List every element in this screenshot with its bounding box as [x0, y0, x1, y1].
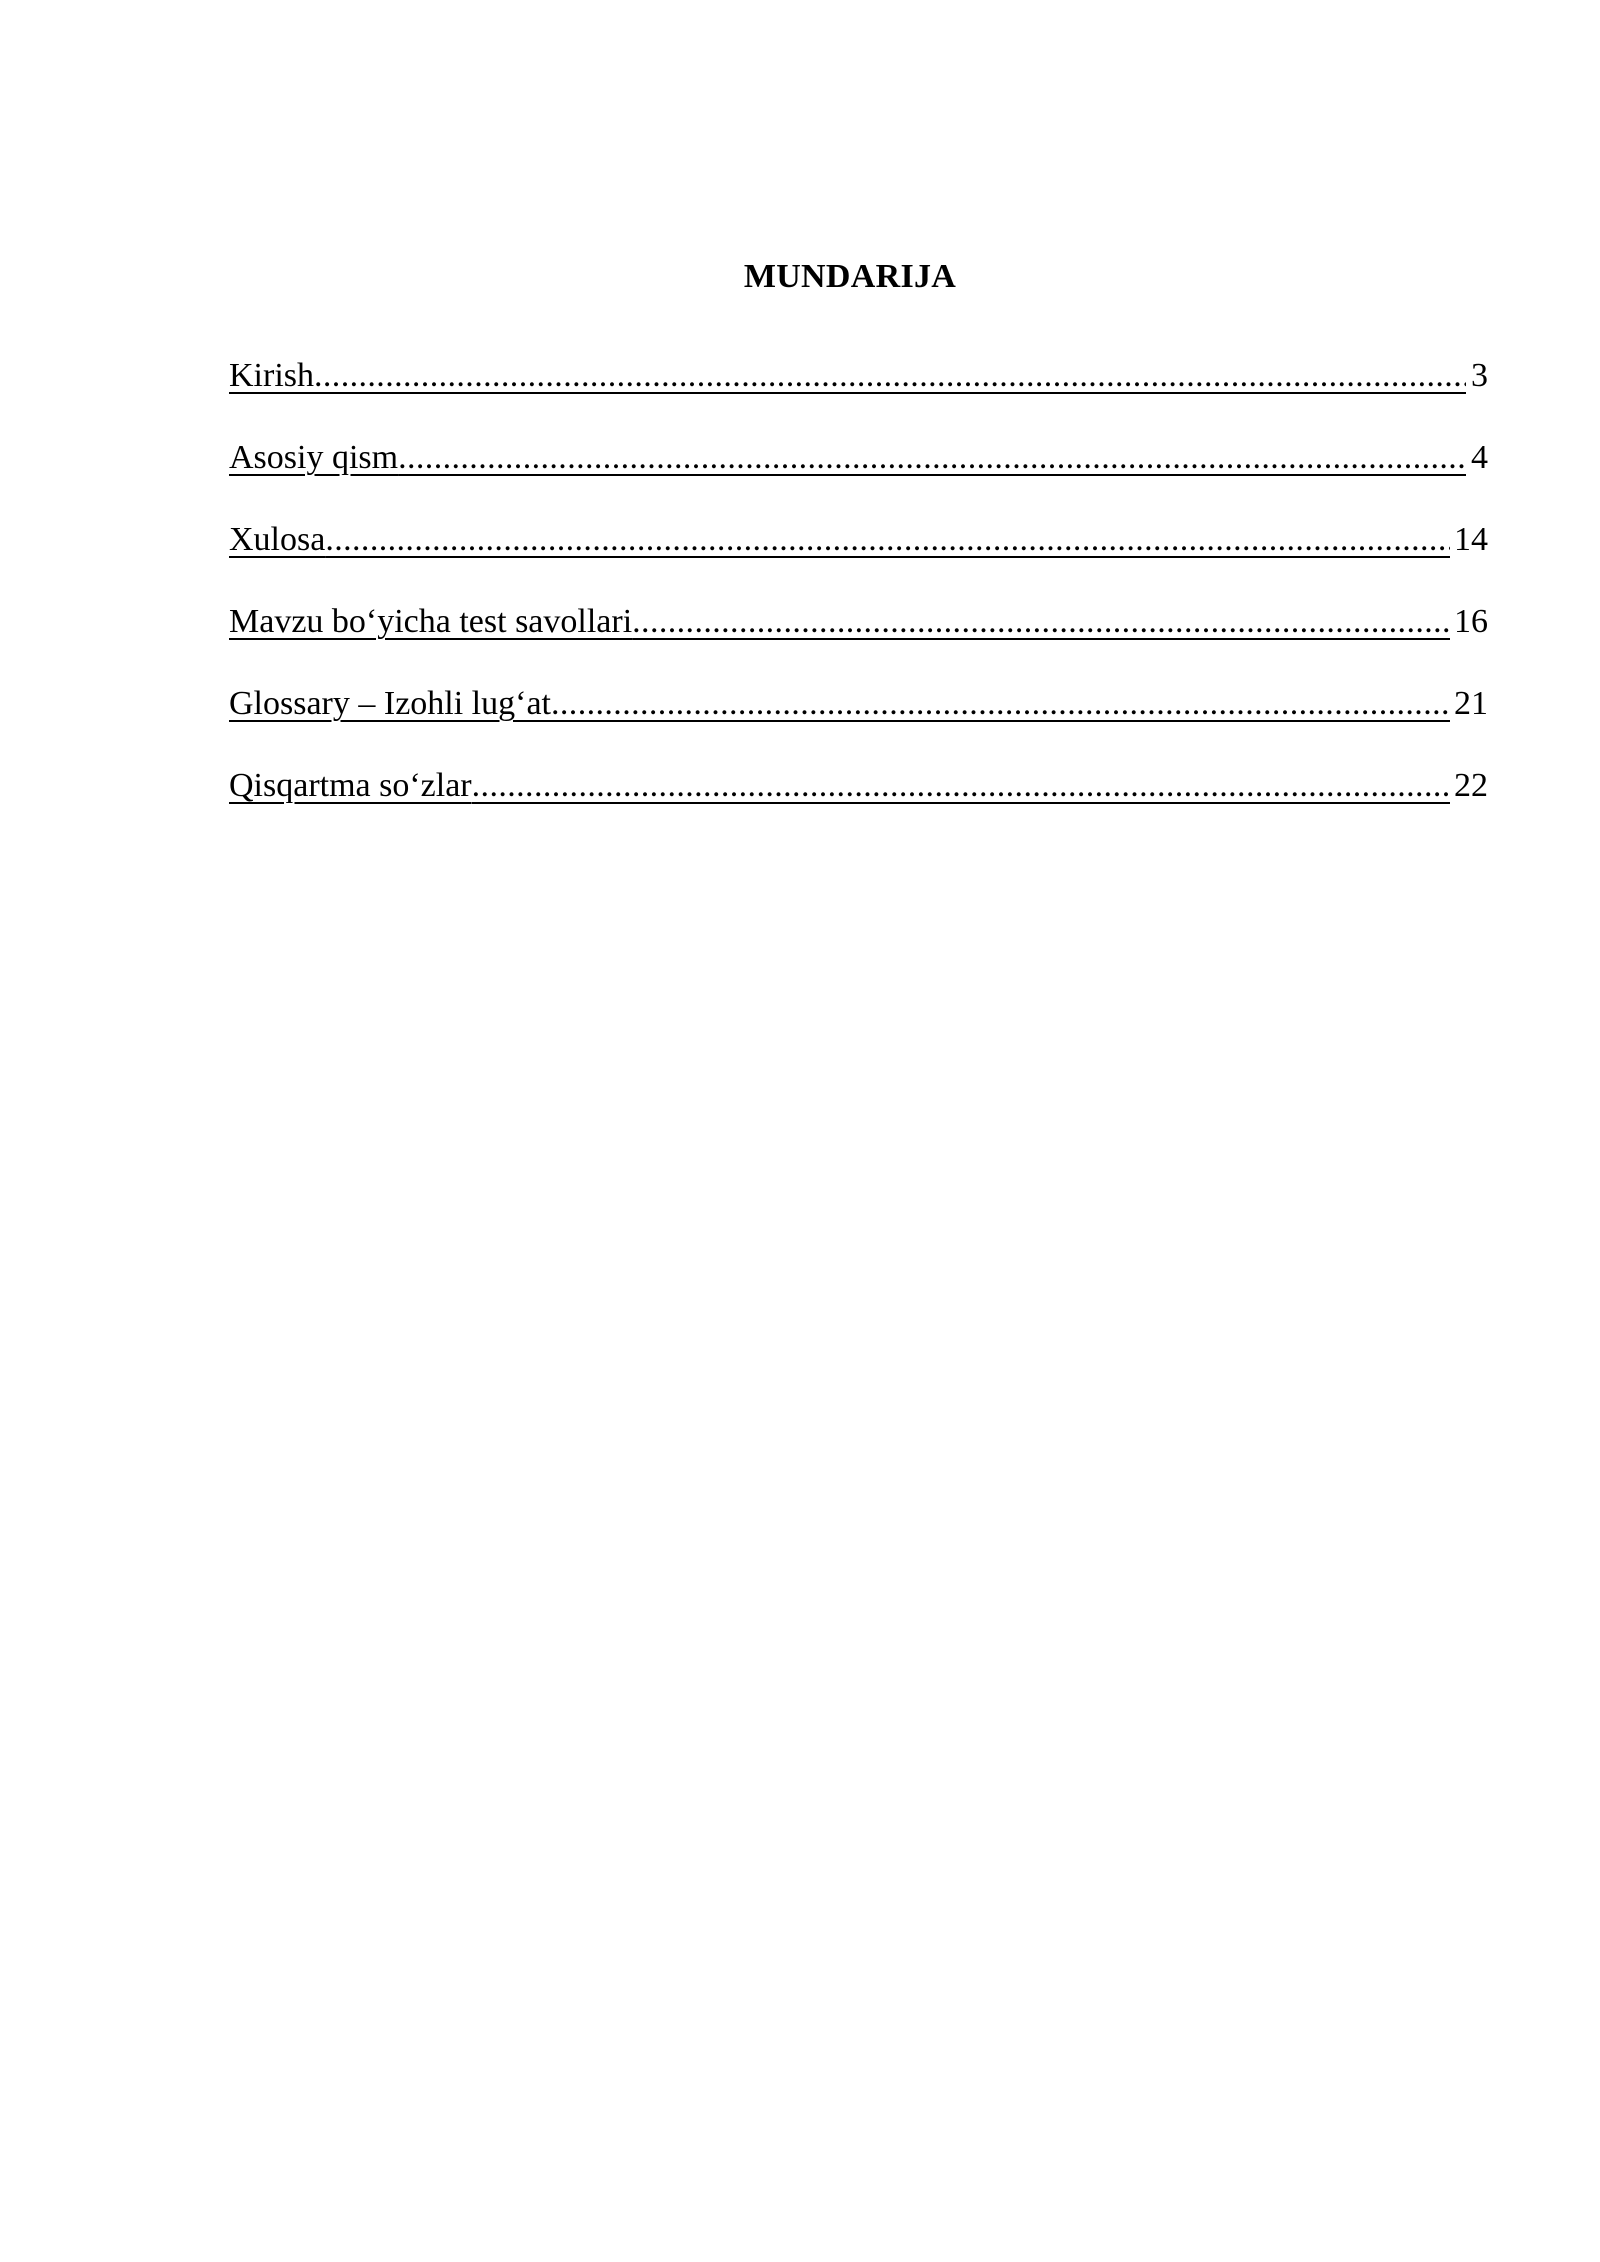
toc-entry-link[interactable] [229, 432, 1466, 484]
toc-entry-link[interactable] [229, 678, 1450, 730]
toc-entry-label: Kirish [229, 357, 314, 394]
toc-page-number: 3 [1471, 357, 1488, 394]
toc-entry-glossary[interactable] [229, 678, 1488, 760]
toc-entry-link[interactable] [229, 514, 1450, 566]
toc-entry-xulosa[interactable] [229, 514, 1488, 596]
toc-page-number: 16 [1454, 603, 1488, 640]
toc-dot-leader [551, 678, 1450, 730]
table-of-contents [229, 350, 1488, 842]
toc-page-number: 21 [1454, 685, 1488, 722]
toc-dot-leader [472, 760, 1450, 812]
toc-page-number: 4 [1471, 439, 1488, 476]
toc-entry-label: Mavzu bo‘yicha test savollari [229, 603, 633, 640]
toc-entry-label: Xulosa [229, 521, 326, 558]
toc-dot-leader [314, 350, 1466, 402]
toc-dot-leader [325, 514, 1450, 566]
toc-entry-asosiy-qism[interactable] [229, 432, 1488, 514]
toc-page-number: 22 [1454, 767, 1488, 804]
toc-entry-label: Qisqartma so‘zlar [229, 767, 472, 804]
toc-page-number: 14 [1454, 521, 1488, 558]
toc-dot-leader [398, 432, 1466, 484]
toc-entry-label: Glossary – Izohli lug‘at [229, 685, 551, 722]
toc-entry-kirish[interactable] [229, 350, 1488, 432]
toc-entry-test-savollari[interactable] [229, 596, 1488, 678]
toc-entry-qisqartma-sozlar[interactable] [229, 760, 1488, 842]
toc-entry-link[interactable] [229, 760, 1450, 812]
toc-entry-label: Asosiy qism [229, 439, 399, 476]
toc-dot-leader [632, 596, 1450, 648]
toc-entry-link[interactable] [229, 596, 1450, 648]
page-title: MUNDARIJA [743, 258, 957, 295]
toc-entry-link[interactable] [229, 350, 1466, 402]
